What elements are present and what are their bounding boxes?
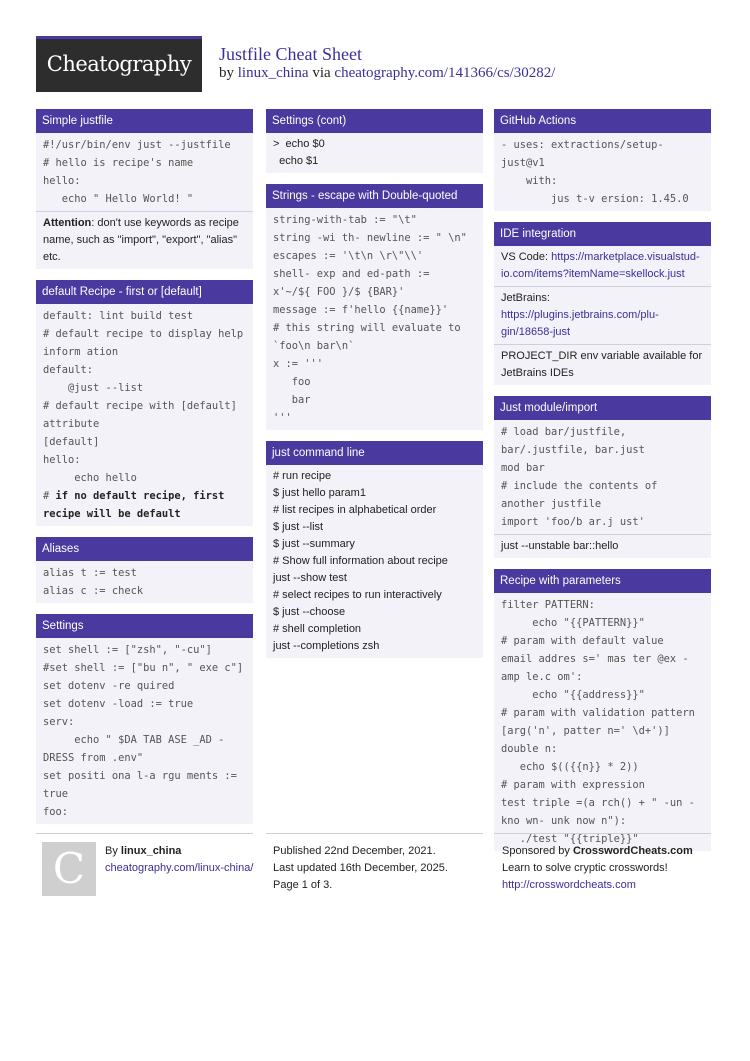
sponsor-info — [502, 843, 693, 894]
code-line: # Show full information about recipe — [273, 555, 448, 567]
code-line: echo " $DA TAB ASE _AD - — [43, 734, 225, 746]
code-line: import 'foo/b ar.j ust' — [501, 516, 645, 528]
code-block — [36, 304, 253, 526]
code-line: #!/usr/bin/env just --justfile — [43, 139, 231, 151]
code-line: echo "{{PATTERN}}" — [501, 617, 645, 629]
code-line: bar/.justfile, bar.just — [501, 444, 645, 456]
code-line: echo $1 — [273, 155, 319, 167]
code-line: test triple =(a rch() + " -un - — [501, 797, 695, 809]
code-lines — [43, 307, 246, 487]
code-line: $ just --choose — [273, 606, 346, 618]
code-line: inform ation — [43, 346, 119, 358]
section-title: Settings — [36, 614, 253, 638]
code-line: x := ''' — [273, 358, 324, 370]
code-line: x'~/${ FOO }/$ {BAR}' — [273, 286, 405, 298]
code-line: echo hello — [43, 472, 137, 484]
code-line: set positi ona l-a rgu ments := — [43, 770, 237, 782]
code-block — [36, 133, 253, 211]
code-line: ./test "{{triple}}" — [501, 833, 639, 845]
code-line: # load bar/justfile, — [501, 426, 627, 438]
project-dir-row — [494, 344, 711, 385]
byline-prefix: by — [219, 65, 238, 81]
section-title: Recipe with parameters — [494, 569, 711, 593]
footer-author[interactable]: linux_china — [120, 845, 182, 857]
column-1 — [36, 109, 253, 835]
code-line: set dotenv -load := true — [43, 698, 194, 710]
section-title: GitHub Actions — [494, 109, 711, 133]
code-line: # include the contents of — [501, 480, 658, 492]
section-title: Strings - escape with Double-quoted — [266, 184, 483, 208]
code-line: echo $(({{n}} * 2)) — [501, 761, 639, 773]
code-line: attribute — [43, 418, 100, 430]
section-aliases — [36, 537, 253, 603]
code-line: @just --list — [43, 382, 144, 394]
code-line: alias c := check — [43, 585, 144, 597]
vscode-link-cont[interactable]: io.com/items?itemName=skellock.just — [501, 268, 685, 280]
code-line: true — [43, 788, 69, 800]
code-line: with: — [501, 175, 558, 187]
section-title: Just module/import — [494, 396, 711, 420]
section-command-line — [266, 441, 483, 658]
code-line: string -wi th- newline := " \n" — [273, 232, 467, 244]
jetbrains-row — [494, 286, 711, 344]
code-line: # list recipes in alphabetical order — [273, 504, 437, 516]
unstable-row: just --unstable bar::hello — [494, 534, 711, 558]
section-simple-justfile — [36, 109, 253, 269]
code-line: # hello is recipe's name — [43, 157, 194, 169]
author-info — [105, 843, 253, 877]
code-line: # param with validation pattern — [501, 707, 695, 719]
published-date: Published 22nd December, 2021. — [273, 845, 436, 857]
code-line: just@v1 — [501, 157, 545, 169]
code-line: just --show test — [273, 572, 347, 584]
code-line: # param with expression — [501, 779, 645, 791]
section-title: IDE integration — [494, 222, 711, 246]
section-strings — [266, 184, 483, 430]
comment-prefix: # — [43, 490, 56, 502]
jetbrains-link[interactable]: https://plugins.jetbrains.com/plu- — [501, 309, 659, 321]
avatar[interactable] — [42, 842, 96, 896]
footer-divider — [36, 833, 253, 834]
section-title: Aliases — [36, 537, 253, 561]
jetbrains-label: JetBrains: — [501, 292, 550, 304]
code-line: alias t := test — [43, 567, 137, 579]
code-line: DRESS from .env" — [43, 752, 144, 764]
column-2 — [266, 109, 483, 669]
code-line: # shell completion — [273, 623, 362, 635]
code-line: amp le.c om': — [501, 671, 583, 683]
code-line: shell- exp and ed-path := — [273, 268, 430, 280]
code-line: bar — [273, 394, 311, 406]
author-link[interactable]: linux_china — [237, 65, 309, 81]
code-line: # default recipe with [default] — [43, 400, 237, 412]
code-block — [266, 208, 483, 430]
section-ide-integration — [494, 222, 711, 385]
column-3 — [494, 109, 711, 862]
code-line: - uses: extractions/setup- — [501, 139, 664, 151]
sponsor-prefix: Sponsored by — [502, 845, 573, 857]
code-line: $ just --summary — [273, 538, 355, 550]
updated-date: Last updated 16th December, 2025. — [273, 862, 448, 874]
sponsor-link[interactable]: http://crosswordcheats.com — [502, 879, 636, 891]
text-block — [266, 133, 483, 173]
code-line: default: lint build test — [43, 310, 194, 322]
code-line: `foo\n bar\n` — [273, 340, 355, 352]
section-title: Settings (cont) — [266, 109, 483, 133]
code-line: # param with default value — [501, 635, 664, 647]
section-recipe-parameters — [494, 569, 711, 851]
code-line: double n: — [501, 743, 558, 755]
code-line: $ just --list — [273, 521, 324, 533]
avatar-letter: C — [52, 844, 86, 893]
code-line: mod bar — [501, 462, 545, 474]
cheatography-logo[interactable] — [36, 36, 202, 92]
code-block — [494, 420, 711, 534]
code-line: kno wn- unk now n"): — [501, 815, 627, 827]
section-title: just command line — [266, 441, 483, 465]
code-line: string-with-tab := "\t" — [273, 214, 417, 226]
code-line: # this string will evaluate to — [273, 322, 461, 334]
footer-divider — [266, 833, 483, 834]
jetbrains-link-cont[interactable]: gin/18658-just — [501, 326, 571, 338]
attention-text: : don't use keywords as recipe name, such as "import", "export", "alias" etc. — [43, 217, 239, 263]
code-line: jus t-v ersion: 1.45.0 — [501, 193, 689, 205]
section-module-import — [494, 396, 711, 558]
code-line: default: — [43, 364, 94, 376]
vscode-label: VS Code: — [501, 251, 552, 263]
section-github-actions — [494, 109, 711, 211]
sponsor-name[interactable]: CrosswordCheats.com — [572, 845, 693, 857]
project-dir-text-cont: JetBrains IDEs — [501, 367, 574, 379]
code-line: email addres s=' mas ter @ex - — [501, 653, 689, 665]
code-line: another justfile — [501, 498, 602, 510]
page-title: Justfile Cheat Sheet — [219, 44, 362, 64]
code-line: hello: — [43, 454, 81, 466]
footer-divider — [494, 833, 711, 834]
logo-text: Cheatography — [46, 52, 192, 76]
code-block — [36, 638, 253, 824]
code-line: serv: — [43, 716, 75, 728]
code-line — [43, 487, 246, 505]
sponsor-tagline: Learn to solve cryptic crosswords! — [502, 862, 668, 874]
code-line: just --completions zsh — [273, 640, 380, 652]
code-line: set shell := ["zsh", "-cu"] — [43, 644, 212, 656]
code-line: foo: — [43, 806, 69, 818]
code-line: escapes := '\t\n \r\"\\' — [273, 250, 424, 262]
code-line: # run recipe — [273, 470, 332, 482]
text-block — [266, 465, 483, 658]
bold-comment: recipe will be default — [43, 508, 181, 520]
code-line: ''' — [273, 412, 292, 424]
code-line: [default] — [43, 436, 100, 448]
sponsor-line — [502, 843, 693, 860]
section-settings — [36, 614, 253, 824]
attention-label: Attention — [43, 217, 92, 229]
code-line: #set shell := ["bu n", " exe c"] — [43, 662, 244, 674]
code-line: > echo $0 — [273, 138, 325, 150]
code-block — [494, 133, 711, 211]
section-settings-cont — [266, 109, 483, 173]
vscode-row — [494, 246, 711, 286]
project-dir-text: PROJECT_DIR env variable available for — [501, 350, 703, 362]
code-line: # select recipes to run interactively — [273, 589, 442, 601]
attention-note — [36, 211, 253, 269]
footer-by: By — [105, 845, 121, 857]
code-line: echo " Hello World! " — [43, 193, 194, 205]
section-title: Simple justfile — [36, 109, 253, 133]
code-line: foo — [273, 376, 311, 388]
code-line: filter PATTERN: — [501, 599, 595, 611]
bold-comment: if no default recipe, first — [55, 490, 225, 502]
code-line: $ just hello param1 — [273, 487, 366, 499]
code-block — [494, 593, 711, 851]
section-title: default Recipe - first or [default] — [36, 280, 253, 304]
page-number: Page 1 of 3. — [273, 879, 333, 891]
code-line: message := f'hello {{name}}' — [273, 304, 449, 316]
code-line: echo "{{address}}" — [501, 689, 645, 701]
publish-info — [273, 843, 448, 894]
byline — [219, 65, 555, 82]
code-line: set dotenv -re quired — [43, 680, 175, 692]
code-line: hello: — [43, 175, 81, 187]
sheet-url-link[interactable]: cheatography.com/141366/cs/30282/ — [334, 65, 556, 81]
section-default-recipe — [36, 280, 253, 526]
byline-via: via — [308, 65, 335, 81]
author-profile-link[interactable]: cheatography.com/linux-china/ — [105, 862, 254, 874]
code-line: # default recipe to display help — [43, 328, 244, 340]
vscode-link[interactable]: https://marketplace.visualstud- — [551, 251, 700, 263]
code-block — [36, 561, 253, 603]
code-line: [arg('n', patter n=' \d+')] — [501, 725, 670, 737]
